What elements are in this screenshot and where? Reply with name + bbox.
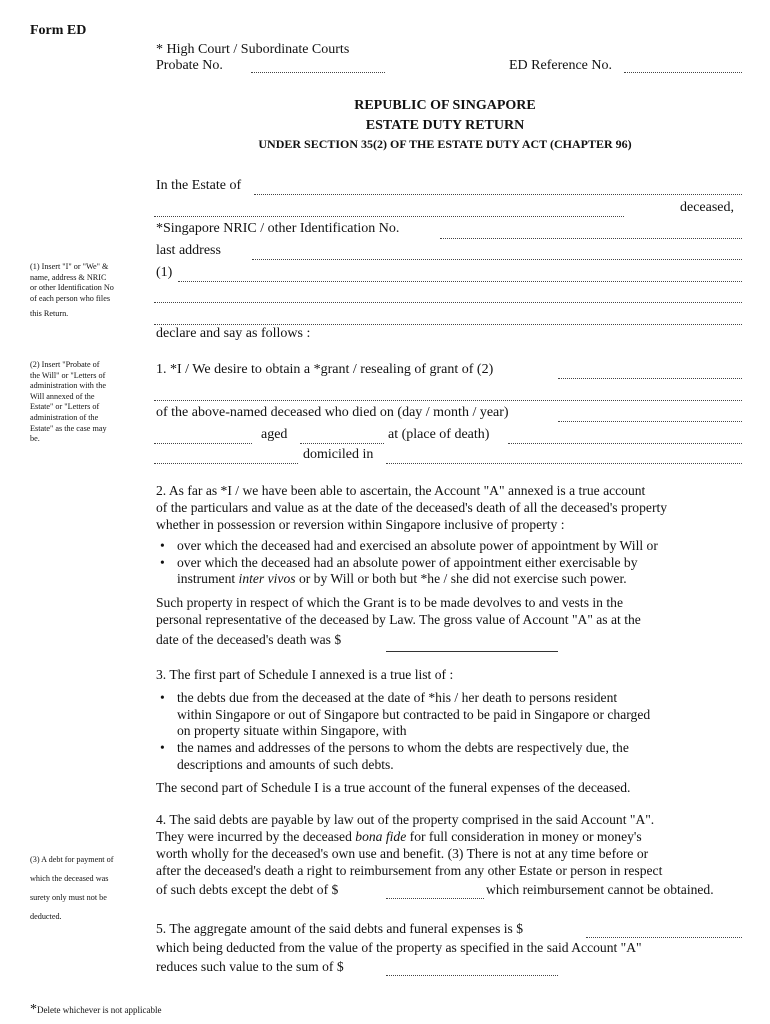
side-note-1 xyxy=(30,262,140,320)
asterisk-icon: * xyxy=(30,1002,37,1017)
para2-intro xyxy=(156,482,756,533)
reduced-value-field[interactable] xyxy=(386,975,558,976)
court-line: * High Court / Subordinate Courts xyxy=(156,42,350,57)
para4-bona-fide: bona fide xyxy=(355,829,407,844)
para3-bullet-2-cont: descriptions and amounts of such debts. xyxy=(177,757,394,772)
para3-bullet-1-cont: within Singapore or out of Singapore but contracted to be paid in Singapore or charged xyxy=(177,707,651,722)
para4-line-5a: of such debts except the debt of $ xyxy=(156,882,339,897)
side-note-2-line: (2) Insert "Probate of xyxy=(30,360,100,369)
in-estate-label: In the Estate of xyxy=(156,178,242,193)
side-note-1-line: of each person who files xyxy=(30,293,111,303)
estate-name-field[interactable] xyxy=(254,194,742,195)
died-on-label: of the above-named deceased who died on (day / month / year) xyxy=(156,405,509,420)
domiciled-label: domiciled in xyxy=(303,447,374,462)
bullet-icon: • xyxy=(160,690,165,705)
para2-line: personal representative of the deceased by Law. The gross value of Account "A" as at the xyxy=(156,612,641,627)
footer-note xyxy=(30,1000,161,1018)
side-note-2-line: the Will" or "Letters of xyxy=(30,370,106,380)
side-note-1-line: or other Identification No xyxy=(30,283,114,293)
side-note-1-line: (1) Insert "I" or "We" & xyxy=(30,262,109,271)
side-note-2-line: Estate" as the case may xyxy=(30,423,107,433)
debt-exception-field[interactable] xyxy=(386,898,484,899)
deceased-label: deceased, xyxy=(680,200,735,215)
place-of-death-field[interactable] xyxy=(508,443,742,444)
gross-value-field[interactable] xyxy=(386,651,558,652)
footer-note-text: Delete whichever is not applicable xyxy=(37,1005,162,1015)
para2-bullet-text: over which the deceased had and exercised an absolute power of appointment by Will or xyxy=(177,538,658,553)
bullet-icon: • xyxy=(160,740,165,755)
side-note-2 xyxy=(30,360,140,445)
para3-bullet-1-cont2: on property situate within Singapore, with xyxy=(177,723,407,738)
grant-type-field[interactable] xyxy=(558,378,742,379)
side-note-2-line: administration with the xyxy=(30,381,106,391)
para4-incurred-text: They were incurred by the deceased xyxy=(156,829,356,844)
declarant-field-1[interactable] xyxy=(178,281,742,282)
domicile-prefix-field[interactable] xyxy=(154,463,298,464)
title-republic: REPUBLIC OF SINGAPORE xyxy=(354,98,536,113)
grant-type-field-2[interactable] xyxy=(154,400,742,401)
probate-number-field[interactable] xyxy=(251,72,385,73)
side-note-3-line: surety only must not be xyxy=(30,893,107,902)
para2-line: Such property in respect of which the Grant is to be made devolves to and vests in the xyxy=(156,595,623,610)
last-address-field[interactable] xyxy=(252,259,742,260)
declare-label: declare and say as follows : xyxy=(156,326,311,341)
ed-reference-label: ED Reference No. xyxy=(509,58,613,73)
para2-power-text: or by Will or both but *he / she did not exercise such power. xyxy=(295,571,627,586)
aged-label: aged xyxy=(261,427,288,442)
para2-bullet-text: over which the deceased had an absolute power of appointment either exercisable by xyxy=(177,555,638,570)
nric-field[interactable] xyxy=(440,238,742,239)
para2-instrument-text: instrument xyxy=(177,571,239,586)
para4-line-3: worth wholly for the deceased's own use and benefit. (3) There is not at any time before or xyxy=(156,846,649,861)
side-note-2-line: Estate" or "Letters of xyxy=(30,402,100,412)
domicile-field[interactable] xyxy=(386,463,742,464)
para1-text: 1. *I / We desire to obtain a *grant / resealing of grant of (2) xyxy=(156,362,494,377)
aggregate-amount-field[interactable] xyxy=(586,937,742,938)
para3-intro: 3. The first part of Schedule I annexed is a true list of : xyxy=(156,667,454,682)
para2-line: 2. As far as *I / we have been able to ascertain, the Account "A" annexed is a true account xyxy=(156,483,646,498)
side-note-2-line: administration of the xyxy=(30,412,99,422)
estate-name-field-2[interactable] xyxy=(154,216,624,217)
para2-line: of the particulars and value as at the date of the deceased's death of all the deceased's property xyxy=(156,500,668,515)
form-label: Form ED xyxy=(30,23,87,38)
para4-line-1: 4. The said debts are payable by law out of the property comprised in the said Account "A". xyxy=(156,812,655,827)
title-section: UNDER SECTION 35(2) OF THE ESTATE DUTY ACT (CHAPTER 96) xyxy=(258,137,632,151)
para4-line-2 xyxy=(156,829,642,845)
para4-consideration-text: for full consideration in money or money's xyxy=(406,829,642,844)
para4-line-5b: which reimbursement cannot be obtained. xyxy=(486,882,714,897)
para2-line: whether in possession or reversion within Singapore inclusive of property : xyxy=(156,517,565,532)
para5-line-1: 5. The aggregate amount of the said debts and funeral expenses is $ xyxy=(156,921,524,936)
bullet-icon: • xyxy=(160,555,165,570)
side-note-3-line: deducted. xyxy=(30,912,62,921)
para2-inter-vivos: inter vivos xyxy=(238,571,296,586)
side-note-3-line: which the deceased was xyxy=(30,874,109,883)
side-note-3 xyxy=(30,850,145,926)
probate-label: Probate No. xyxy=(156,58,223,73)
title-estate-duty-return: ESTATE DUTY RETURN xyxy=(365,118,525,133)
para2-summary xyxy=(156,594,756,648)
para4-line-4: after the deceased's death a right to reimbursement from any other Estate or person in respect xyxy=(156,863,663,878)
declarant-field-2[interactable] xyxy=(154,302,742,303)
side-note-1-line: this Return. xyxy=(30,309,69,319)
para3-bullet-text: the debts due from the deceased at the date of *his / her death to persons resident xyxy=(177,690,618,705)
side-note-1-line: name, address & NRIC xyxy=(30,272,107,282)
side-note-2-line: Will annexed of the xyxy=(30,391,95,401)
ed-reference-field[interactable] xyxy=(624,72,742,73)
nric-label: *Singapore NRIC / other Identification No. xyxy=(156,221,400,236)
side-note-2-line: be. xyxy=(30,434,40,444)
bullet-icon: • xyxy=(160,538,165,553)
para5-line-2: which being deducted from the value of the property as specified in the said Account "A" xyxy=(156,940,642,955)
para3-bullet-text: the names and addresses of the persons to whom the debts are respectively due, the xyxy=(177,740,629,755)
age-prefix-field[interactable] xyxy=(154,443,252,444)
para3-funeral: The second part of Schedule I is a true account of the funeral expenses of the deceased. xyxy=(156,780,631,795)
place-of-death-label: at (place of death) xyxy=(388,427,490,442)
declarant-marker: (1) xyxy=(156,265,173,280)
declarant-field-3[interactable] xyxy=(154,324,742,325)
para5-line-3: reduces such value to the sum of $ xyxy=(156,959,344,974)
last-address-label: last address xyxy=(156,243,221,258)
age-field[interactable] xyxy=(300,443,384,444)
para2-bullet-2-cont xyxy=(177,571,627,587)
date-of-death-field[interactable] xyxy=(558,421,742,422)
side-note-3-line: (3) A debt for payment of xyxy=(30,855,114,864)
para2-line: date of the deceased's death was $ xyxy=(156,632,342,647)
